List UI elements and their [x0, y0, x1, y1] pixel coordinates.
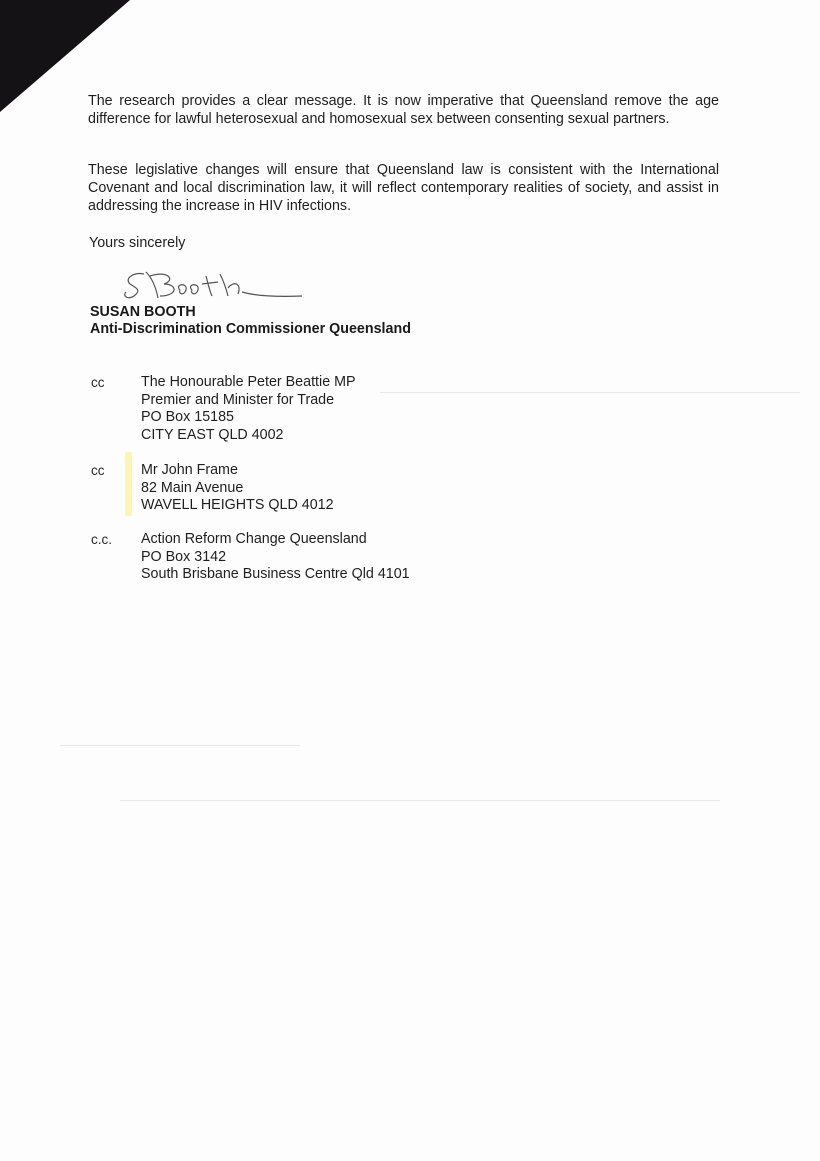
- cc-address: [141, 531, 410, 584]
- address-line: 82 Main Avenue: [141, 479, 244, 496]
- highlighter-mark: [125, 452, 132, 516]
- cc-address: [141, 462, 334, 515]
- scan-artifact: [60, 745, 300, 746]
- body-paragraph: These legislative changes will ensure that Queensland law is consistent with the International Covenant and local discrimination law, it will reflect contemporary realities of society, and assist in addressing the increase in HIV infections.: [88, 162, 719, 214]
- handwritten-signature: [116, 266, 306, 306]
- address-line: South Brisbane Business Centre Qld 4101: [141, 566, 410, 583]
- signer-name: SUSAN BOOTH: [90, 304, 196, 320]
- scan-artifact: [380, 392, 800, 393]
- body-paragraph: The research provides a clear message. It is now imperative that Queensland remove the age difference for lawful heterosexual and homosexual sex between consenting sexual partners.: [88, 93, 719, 127]
- signer-title: Anti-Discrimination Commissioner Queensland: [90, 321, 411, 337]
- address-line: Action Reform Change Queensland: [141, 531, 367, 547]
- cc-label: cc: [91, 375, 105, 390]
- address-line: CITY EAST QLD 4002: [141, 427, 284, 444]
- scan-artifact: [120, 800, 720, 801]
- cc-label: c.c.: [91, 532, 113, 547]
- address-line: WAVELL HEIGHTS QLD 4012: [141, 497, 334, 514]
- cc-label: cc: [91, 463, 105, 478]
- cc-address: [141, 374, 356, 445]
- closing-salutation: Yours sincerely: [89, 235, 186, 251]
- address-line: PO Box 3142: [141, 548, 227, 565]
- address-line: Mr John Frame: [141, 462, 238, 478]
- address-line: PO Box 15185: [141, 409, 234, 426]
- address-line: The Honourable Peter Beattie MP: [141, 374, 356, 390]
- address-line: Premier and Minister for Trade: [141, 391, 335, 408]
